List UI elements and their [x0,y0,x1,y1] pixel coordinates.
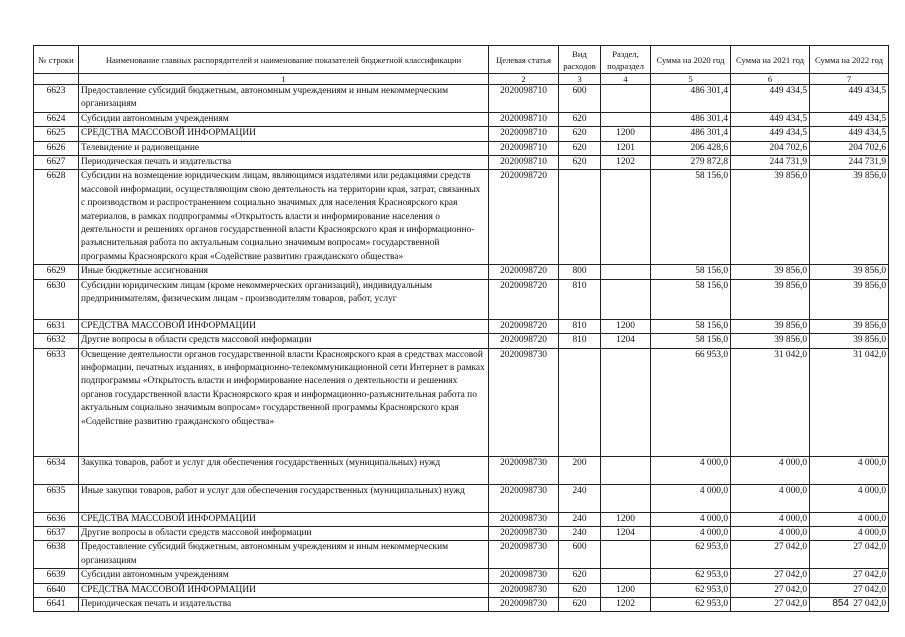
sum-2020-cell: 62 953,0 [651,541,731,569]
target-article-cell: 2020098720 [489,265,559,279]
section-cell: 1202 [601,156,651,170]
target-article-cell: 2020098720 [489,334,559,348]
table-row [34,541,889,569]
sum-2022-cell: 39 856,0 [810,170,889,265]
sum-2020-cell: 4 000,0 [651,456,731,484]
header-row-number: № строки [34,46,79,74]
header-name: Наименование главных распорядителей и наименование показателей бюджетной классификации [79,46,489,74]
row-number-cell: 6636 [34,512,79,526]
expense-kind-cell: 240 [559,526,601,540]
sum-2022-cell: 449 434,5 [810,112,889,126]
section-cell [601,484,651,512]
sum-2021-cell: 204 702,6 [731,141,810,155]
sum-2020-cell: 58 156,0 [651,319,731,333]
sum-2021-cell: 449 434,5 [731,112,810,126]
sum-2021-cell: 449 434,5 [731,85,810,113]
sum-2020-cell: 58 156,0 [651,334,731,348]
sum-2021-cell: 39 856,0 [731,170,810,265]
sum-2022-cell: 4 000,0 [810,484,889,512]
name-cell: СРЕДСТВА МАССОВОЙ ИНФОРМАЦИИ [79,127,489,141]
page-number: 854 [832,598,849,609]
table-row [34,265,889,279]
column-number: 5 [651,74,731,85]
row-number-cell: 6633 [34,348,79,456]
target-article-cell: 2020098730 [489,456,559,484]
expense-kind-cell: 800 [559,265,601,279]
sum-2022-cell: 39 856,0 [810,279,889,319]
row-number-cell: 6632 [34,334,79,348]
table-row [34,597,889,611]
table-row [34,170,889,265]
target-article-cell: 2020098730 [489,484,559,512]
section-cell: 1204 [601,334,651,348]
sum-2020-cell: 206 428,6 [651,141,731,155]
section-cell [601,348,651,456]
sum-2022-cell: 4 000,0 [810,526,889,540]
sum-2021-cell: 39 856,0 [731,334,810,348]
sum-2020-cell: 66 953,0 [651,348,731,456]
row-number-cell: 6624 [34,112,79,126]
expense-kind-cell: 600 [559,85,601,113]
sum-2021-cell: 39 856,0 [731,265,810,279]
name-cell: Иные бюджетные ассигнования [79,265,489,279]
sum-2022-cell: 31 042,0 [810,348,889,456]
table-row [34,512,889,526]
row-number-cell: 6626 [34,141,79,155]
section-cell [601,569,651,583]
sum-2021-cell: 27 042,0 [731,541,810,569]
header-sum-2022: Сумма на 2022 год [810,46,889,74]
name-cell: Иные закупки товаров, работ и услуг для обеспечения государственных (муниципальных) нужд [79,484,489,512]
expense-kind-cell: 620 [559,156,601,170]
sum-2020-cell: 4 000,0 [651,526,731,540]
expense-kind-cell: 810 [559,279,601,319]
sum-2021-cell: 4 000,0 [731,484,810,512]
section-cell [601,85,651,113]
sum-2020-cell: 4 000,0 [651,512,731,526]
expense-kind-cell: 620 [559,583,601,597]
table-row [34,348,889,456]
table-row [34,127,889,141]
sum-2021-cell: 449 434,5 [731,127,810,141]
sum-2020-cell: 486 301,4 [651,127,731,141]
sum-2022-cell: 27 042,0 [810,541,889,569]
row-number-cell: 6629 [34,265,79,279]
expense-kind-cell: 810 [559,319,601,333]
section-cell: 1200 [601,319,651,333]
expense-kind-cell [559,348,601,456]
name-cell: СРЕДСТВА МАССОВОЙ ИНФОРМАЦИИ [79,583,489,597]
row-number-cell: 6641 [34,597,79,611]
section-cell: 1200 [601,583,651,597]
column-number: 4 [601,74,651,85]
sum-2021-cell: 244 731,9 [731,156,810,170]
target-article-cell: 2020098730 [489,583,559,597]
section-cell [601,170,651,265]
table-body [34,85,889,612]
sum-2022-cell: 27 042,0 [810,583,889,597]
expense-kind-cell: 620 [559,112,601,126]
table-row [34,319,889,333]
sum-2021-cell: 31 042,0 [731,348,810,456]
section-cell [601,541,651,569]
sum-2022-cell: 4 000,0 [810,512,889,526]
column-number: 7 [810,74,889,85]
sum-2022-cell: 27 042,0 [810,569,889,583]
sum-2022-cell: 39 856,0 [810,334,889,348]
sum-2020-cell: 486 301,4 [651,112,731,126]
sum-2021-cell: 4 000,0 [731,512,810,526]
sum-2021-cell: 27 042,0 [731,583,810,597]
target-article-cell: 2020098710 [489,127,559,141]
expense-kind-cell [559,170,601,265]
sum-2020-cell: 58 156,0 [651,265,731,279]
header-expense-kind: Вид расходов [559,46,601,74]
sum-2022-cell: 244 731,9 [810,156,889,170]
header-sum-2020: Сумма на 2020 год [651,46,731,74]
row-number-cell: 6638 [34,541,79,569]
sum-2022-cell: 204 702,6 [810,141,889,155]
name-cell: Субсидии автономным учреждениям [79,569,489,583]
header-target-article: Целевая статья [489,46,559,74]
table-row [34,334,889,348]
row-number-cell: 6639 [34,569,79,583]
expense-kind-cell: 240 [559,484,601,512]
name-cell: Предоставление субсидий бюджетным, автономным учреждениям и иным некоммерческим организациям [79,85,489,113]
sum-2022-cell: 449 434,5 [810,127,889,141]
column-number: 2 [489,74,559,85]
name-cell: Субсидии юридическим лицам (кроме некоммерческих организаций), индивидуальным предпринимателям, физическим лицам - производителям товаров, работ, услуг [79,279,489,319]
table-row [34,85,889,113]
target-article-cell: 2020098730 [489,597,559,611]
section-cell [601,279,651,319]
target-article-cell: 2020098710 [489,112,559,126]
row-number-cell: 6627 [34,156,79,170]
column-number: 1 [79,74,489,85]
name-cell: Другие вопросы в области средств массовой информации [79,526,489,540]
expense-kind-cell: 620 [559,127,601,141]
sum-2021-cell: 4 000,0 [731,526,810,540]
row-number-cell: 6623 [34,85,79,113]
table-row [34,484,889,512]
name-cell: Закупка товаров, работ и услуг для обеспечения государственных (муниципальных) нужд [79,456,489,484]
column-number [34,74,79,85]
section-cell: 1202 [601,597,651,611]
target-article-cell: 2020098720 [489,279,559,319]
header-row [34,46,889,74]
target-article-cell: 2020098730 [489,348,559,456]
target-article-cell: 2020098720 [489,170,559,265]
row-number-cell: 6634 [34,456,79,484]
sum-2020-cell: 279 872,8 [651,156,731,170]
name-cell: Телевидение и радиовещание [79,141,489,155]
target-article-cell: 2020098710 [489,141,559,155]
expense-kind-cell: 200 [559,456,601,484]
sum-2020-cell: 4 000,0 [651,484,731,512]
table-row [34,569,889,583]
table-row [34,156,889,170]
name-cell: Субсидии на возмещение юридическим лицам, являющимся издателями или редакциями средств массовой информации, осуществляющим свою деятельность на территории края, затрат, связанных с производством и распространением социально значимых для населения Красноярского края материалов, в рамках подпрограммы «Открытость власти и информирование населения о деятельности и решениях органов государственной власти Красноярского края и информационно-разъяснительная работа по актуальным социально значимым вопросам» государственной программы Красноярского края «Содействие развитию гражданского общества» [79,170,489,265]
expense-kind-cell: 620 [559,141,601,155]
row-number-cell: 6635 [34,484,79,512]
table-row [34,112,889,126]
name-cell: Субсидии автономным учреждениям [79,112,489,126]
row-number-cell: 6628 [34,170,79,265]
section-cell: 1204 [601,526,651,540]
sum-2021-cell: 27 042,0 [731,569,810,583]
sum-2020-cell: 62 953,0 [651,597,731,611]
sum-2022-cell: 4 000,0 [810,456,889,484]
table-row [34,141,889,155]
expense-kind-cell: 810 [559,334,601,348]
sum-2020-cell: 58 156,0 [651,170,731,265]
section-cell [601,112,651,126]
target-article-cell: 2020098720 [489,319,559,333]
sum-2022-cell: 27 042,0 [810,597,889,611]
target-article-cell: 2020098710 [489,85,559,113]
sum-2022-cell: 39 856,0 [810,265,889,279]
row-number-cell: 6637 [34,526,79,540]
expense-kind-cell: 600 [559,541,601,569]
header-section: Раздел, подраздел [601,46,651,74]
sum-2022-cell: 449 434,5 [810,85,889,113]
sum-2021-cell: 39 856,0 [731,279,810,319]
target-article-cell: 2020098730 [489,541,559,569]
column-number-row [34,74,889,85]
name-cell: СРЕДСТВА МАССОВОЙ ИНФОРМАЦИИ [79,319,489,333]
section-cell [601,265,651,279]
row-number-cell: 6630 [34,279,79,319]
header-sum-2021: Сумма на 2021 год [731,46,810,74]
table-row [34,456,889,484]
table-row [34,526,889,540]
column-number: 6 [731,74,810,85]
row-number-cell: 6625 [34,127,79,141]
sum-2021-cell: 39 856,0 [731,319,810,333]
name-cell: Предоставление субсидий бюджетным, автономным учреждениям и иным некоммерческим организациям [79,541,489,569]
section-cell: 1200 [601,512,651,526]
expense-kind-cell: 620 [559,569,601,583]
name-cell: СРЕДСТВА МАССОВОЙ ИНФОРМАЦИИ [79,512,489,526]
table-row [34,279,889,319]
name-cell: Периодическая печать и издательства [79,156,489,170]
sum-2020-cell: 58 156,0 [651,279,731,319]
expense-kind-cell: 620 [559,597,601,611]
budget-table [33,45,889,612]
target-article-cell: 2020098730 [489,526,559,540]
section-cell [601,456,651,484]
row-number-cell: 6631 [34,319,79,333]
name-cell: Освещение деятельности органов государственной власти Красноярского края в средствах массовой информации, печатных изданиях, в информационно-телекоммуникационной сети Интернет в рамках подпрограммы «Открытость власти и информирование населения о деятельности и решениях органов государственной власти Красноярского края и информационно-разъяснительная работа по актуальным социально значимым вопросам» государственной программы Красноярского края «Содействие развитию гражданского общества» [79,348,489,456]
row-number-cell: 6640 [34,583,79,597]
section-cell: 1200 [601,127,651,141]
sum-2022-cell: 39 856,0 [810,319,889,333]
sum-2020-cell: 62 953,0 [651,583,731,597]
name-cell: Периодическая печать и издательства [79,597,489,611]
name-cell: Другие вопросы в области средств массовой информации [79,334,489,348]
sum-2020-cell: 62 953,0 [651,569,731,583]
sum-2020-cell: 486 301,4 [651,85,731,113]
target-article-cell: 2020098710 [489,156,559,170]
section-cell: 1201 [601,141,651,155]
target-article-cell: 2020098730 [489,512,559,526]
expense-kind-cell: 240 [559,512,601,526]
table-row [34,583,889,597]
column-number: 3 [559,74,601,85]
target-article-cell: 2020098730 [489,569,559,583]
sum-2021-cell: 27 042,0 [731,597,810,611]
sum-2021-cell: 4 000,0 [731,456,810,484]
